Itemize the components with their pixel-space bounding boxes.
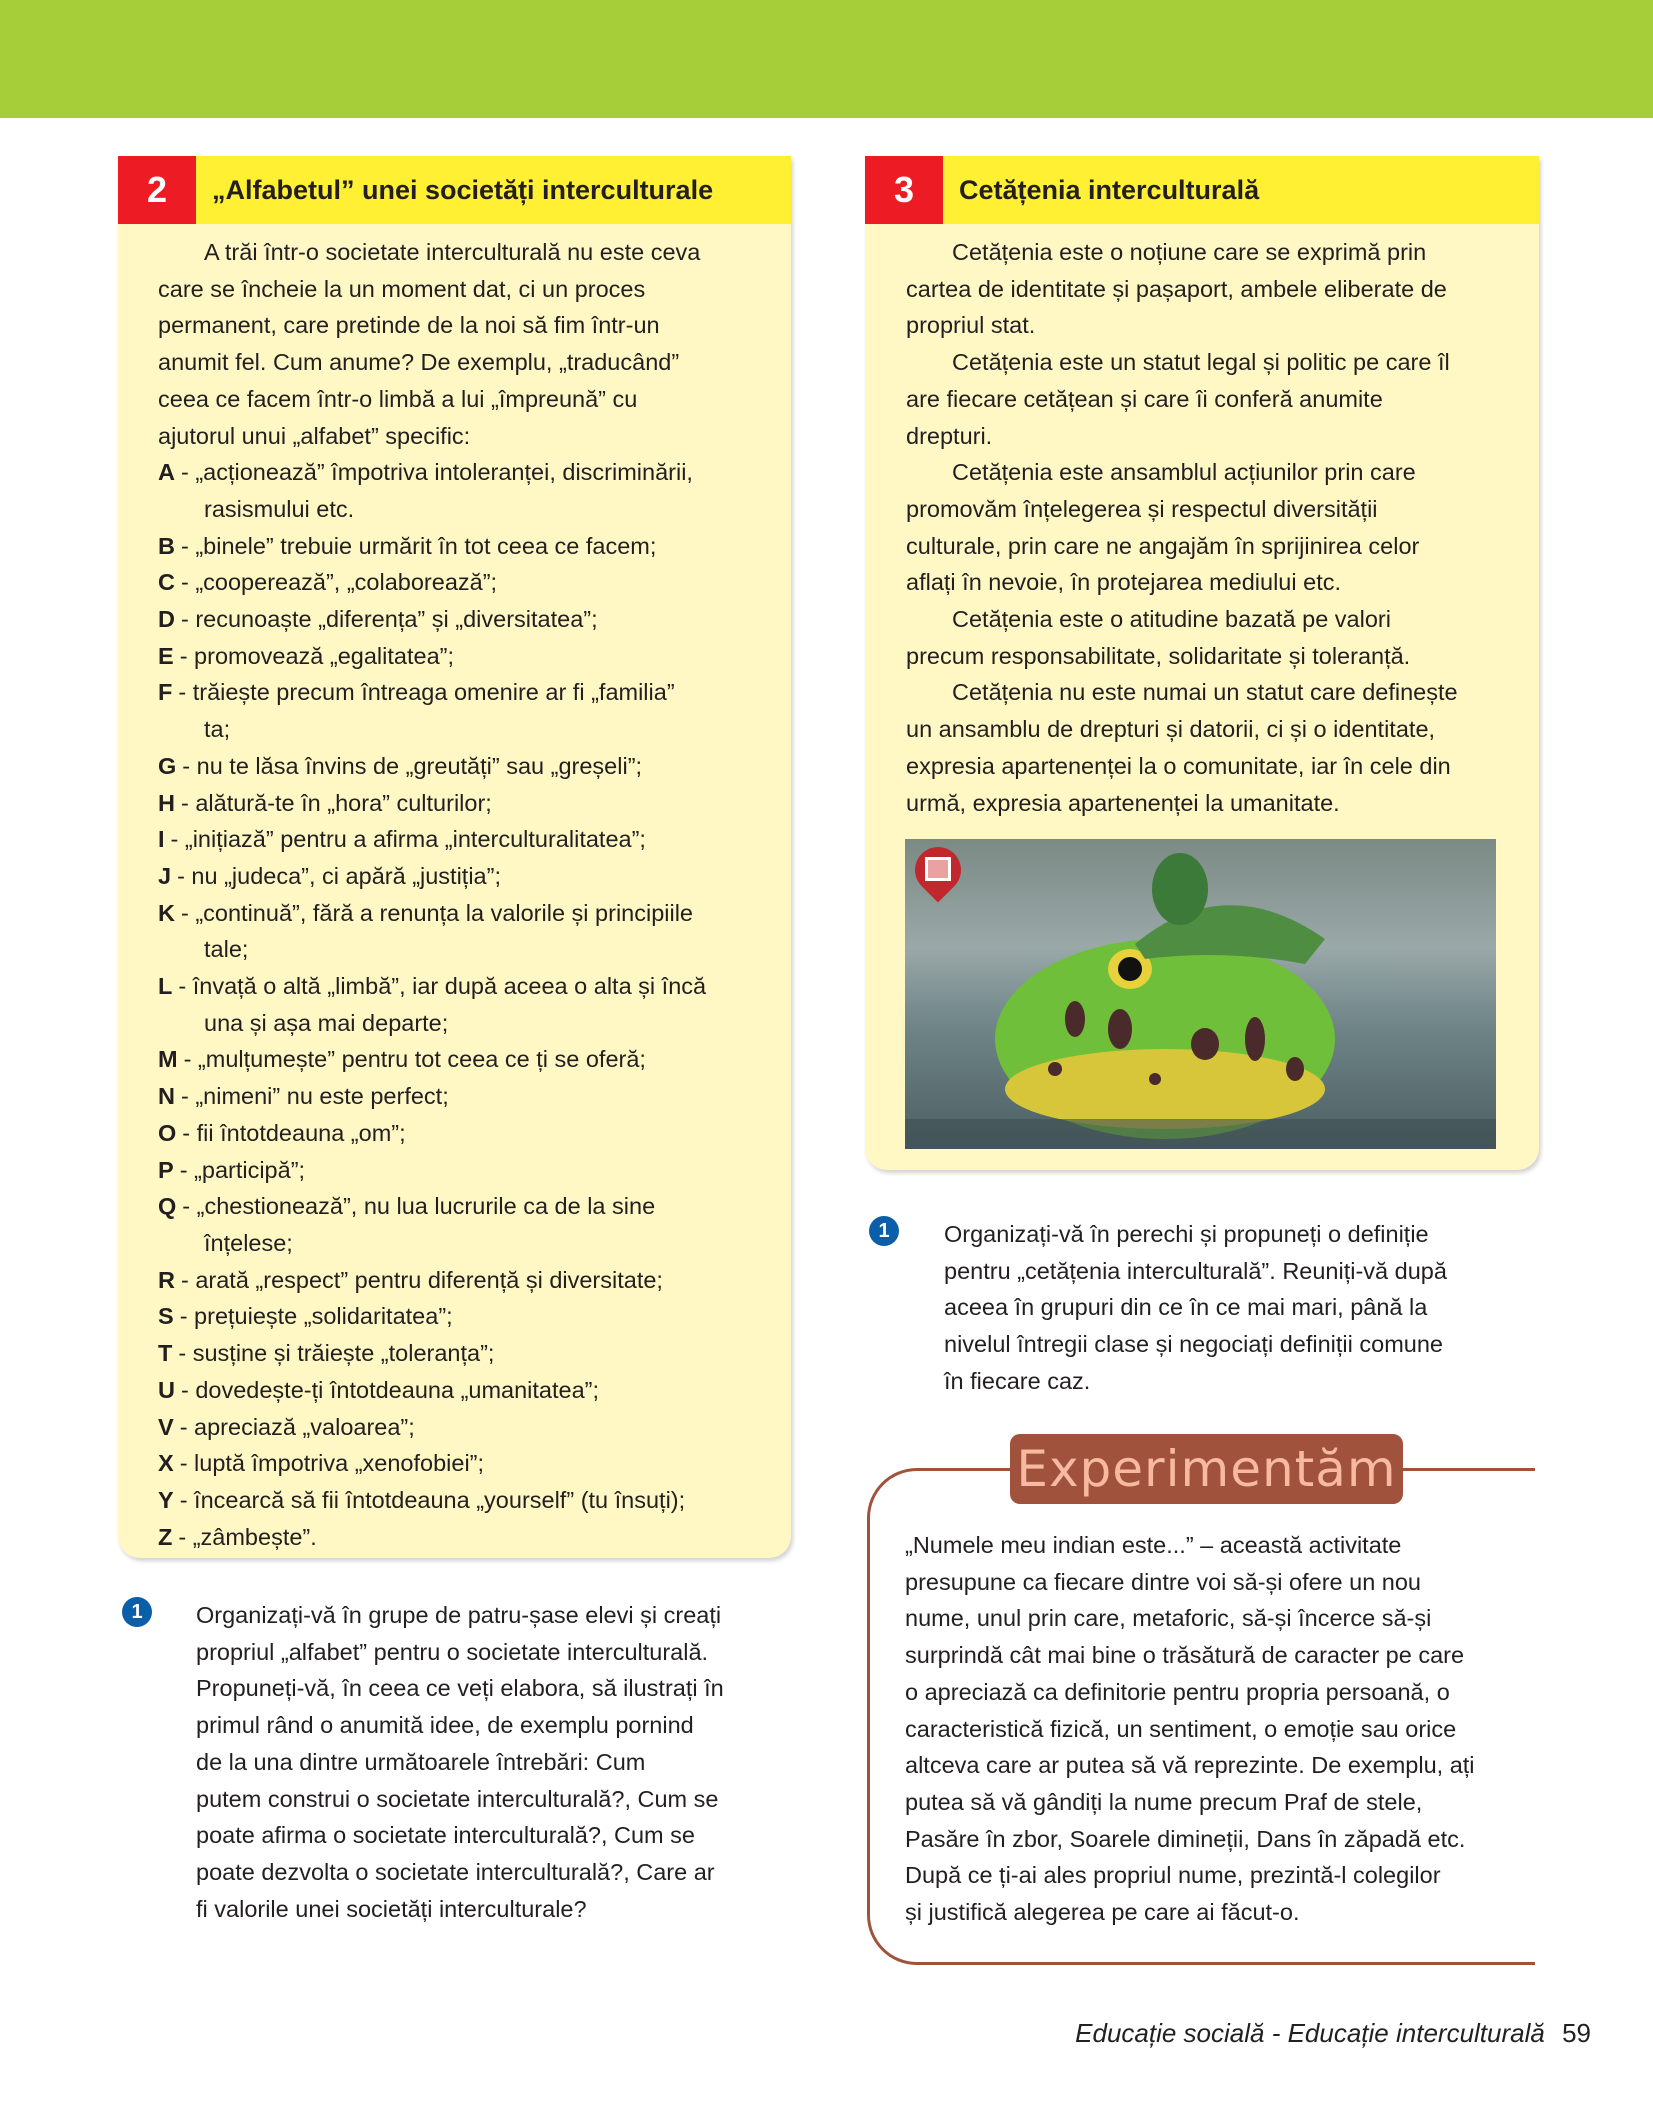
paragraph-line: ajutorul unui „alfabet” specific: [158,422,471,449]
alphabet-letter: B [158,532,175,559]
alphabet-item [158,674,706,711]
section-title: „Alfabetul” unei societăți interculturale [212,174,714,205]
alphabet-item [158,1482,706,1519]
exercise-line: de la una dintre următoarele întrebări: Cum [196,1748,646,1775]
experiment-line: caracteristică fizică, un sentiment, o emoție sau orice [905,1715,1457,1742]
paragraph-line: urmă, expresia apartenenței la umanitate. [906,789,1340,816]
paragraph-line: aflați în nevoie, în protejarea mediului etc. [906,569,1342,596]
alphabet-letter: H [158,789,175,816]
alphabet-letter: F [158,679,173,706]
alphabet-text: - „chestionează”, nu lua lucrurile ca de la sine [182,1193,656,1220]
experiment-line: După ce ți-ai ales propriul nume, prezintă-l colegilor [905,1862,1441,1889]
experiment-line: nume, unul prin care, metaforic, să-și încerce să-și [905,1605,1432,1632]
alphabet-item [158,1262,706,1299]
paragraph-line: expresia apartenenței la o comunitate, iar în cele din [906,752,1451,779]
exercise-line: aceea în grupuri din ce în ce mai mari, până la [944,1294,1428,1321]
alphabet-text: - luptă împotriva „xenofobiei”; [179,1450,485,1477]
alphabet-text: - „zâmbește”. [178,1523,317,1550]
alphabet-letter: Q [158,1193,177,1220]
exercise-line: în fiecare caz. [944,1367,1091,1394]
alphabet-text: - fii întotdeauna „om”; [182,1119,406,1146]
paragraph-line: are fiecare cetățean și care îi conferă anumite [906,385,1383,412]
experiment-line: surprindă cât mai bine o trăsătură de caracter pe care [905,1642,1465,1669]
alphabet-letter: V [158,1413,174,1440]
paragraph-line: drepturi. [906,422,993,449]
alphabet-item [158,1041,706,1078]
alphabet-letter: E [158,642,174,669]
alphabet-letter: M [158,1046,178,1073]
alphabet-item [158,895,706,932]
alphabet-item [158,1372,706,1409]
alphabet-item [158,1188,706,1225]
alphabet-item [158,1445,706,1482]
exercise-number-badge: 1 [122,1597,152,1627]
paragraph-line: A trăi într-o societate interculturală nu este ceva [204,239,701,265]
section-3-text [906,234,1458,821]
picture-icon [925,857,951,881]
alphabet-item [158,821,706,858]
alphabet-item [158,601,706,638]
exercise-line: Organizați-vă în grupe de patru-șase elevi și creați [196,1602,722,1628]
alphabet-letter: K [158,899,175,926]
experiment-line: putea să vă gândiți la nume precum Praf de stele, [905,1788,1423,1815]
exercise-line: poate dezvolta o societate interculturală?, Care ar [196,1858,715,1885]
alphabet-letter: T [158,1340,173,1367]
exercise-line: propriul „alfabet” pentru o societate interculturală. [196,1638,709,1665]
alphabet-text: - învață o altă „limbă”, iar după aceea o alta și încă [178,973,707,1000]
paragraph-line: Cetățenia este o atitudine bazată pe valori [952,606,1391,633]
alphabet-text: - „binele” trebuie urmărit în tot ceea ce facem; [180,532,657,559]
alphabet-text: - prețuiește „solidaritatea”; [179,1303,453,1330]
alphabet-item [158,638,706,675]
paragraph-line: Cetățenia este ansamblul acțiunilor prin care [952,459,1416,486]
experiment-line: presupune ca fiecare dintre voi să-și ofere un nou [905,1568,1422,1595]
alphabet-letter: I [158,826,165,853]
alphabet-text: - promovează „egalitatea”; [179,642,454,669]
alphabet-item [158,968,706,1005]
exercise-left-text [196,1597,724,1927]
alphabet-letter: U [158,1376,175,1403]
alphabet-item [158,1078,706,1115]
alphabet-text-continuation: ta; [204,716,231,743]
section-2-box [118,156,791,1558]
experiment-line: Pasăre în zbor, Soarele dimineții, Dans în zăpadă etc. [905,1825,1466,1852]
alphabet-text: - susține și trăiește „toleranța”; [178,1340,495,1367]
alphabet-item [158,454,706,491]
experiment-line: și justifică alegerea pe care ai făcut-o. [905,1899,1300,1926]
exercise-line: pentru „cetățenia interculturală”. Reuniți-vă după [944,1257,1447,1284]
section-2-text [158,234,706,1555]
alphabet-text: - alătură-te în „hora” culturilor; [180,789,492,816]
exercise-line: Organizați-vă în perechi și propuneți o definiție [944,1221,1429,1247]
alphabet-letter: O [158,1119,177,1146]
paragraph-line: propriul stat. [906,312,1036,339]
footer-subject: Educație socială - Educație interculturală [1075,2018,1545,2048]
exercise-line: putem construi o societate interculturală?, Cum se [196,1785,719,1812]
alphabet-text-continuation: una și așa mai departe; [204,1009,449,1036]
alphabet-item [158,748,706,785]
exercise-line: primul rând o anumită idee, de exemplu pornind [196,1712,694,1739]
alphabet-letter: N [158,1083,175,1110]
experiment-text [905,1527,1475,1931]
alphabet-letter: G [158,752,177,779]
alphabet-letter: D [158,606,175,633]
page-footer [1075,2018,1591,2049]
exercise-right-text [944,1216,1447,1400]
alphabet-letter: Y [158,1486,174,1513]
alphabet-text: - nu te lăsa învins de „greutăți” sau „greșeli”; [182,752,643,779]
alphabet-item [158,528,706,565]
alphabet-text: - „participă”; [179,1156,306,1183]
alphabet-item [158,1519,706,1556]
alphabet-letter: J [158,862,172,889]
alphabet-letter: S [158,1303,174,1330]
experiment-line: „Numele meu indian este...” – această activitate [905,1532,1402,1558]
alphabet-text: - „mulțumește” pentru tot ceea ce ți se oferă; [183,1046,646,1073]
section-title: Cetățenia interculturală [959,174,1260,205]
alphabet-letter: R [158,1266,175,1293]
paragraph-line: ceea ce facem într-o limbă a lui „împreună” cu [158,385,638,412]
alphabet-text-continuation: înțelese; [204,1229,293,1256]
exercise-line: nivelul întregii clase și negociați definiții comune [944,1331,1443,1358]
section-3-header [865,156,1539,224]
paragraph-line: cartea de identitate și pașaport, ambele eliberate de [906,275,1447,302]
alphabet-text: - „continuă”, fără a renunța la valorile și principiile [180,899,694,926]
paragraph-line: un ansamblu de drepturi și datorii, ci și o identitate, [906,716,1436,743]
paragraph-line: care se încheie la un moment dat, ci un proces [158,275,646,302]
alphabet-text: - trăiește precum întreaga omenire ar fi „familia” [178,679,675,706]
experiment-title: Experimentăm [1010,1434,1403,1504]
alphabet-letter: A [158,459,175,486]
paragraph-line: Cetățenia nu este numai un statut care definește [952,679,1458,706]
alphabet-item [158,1335,706,1372]
alphabet-letter: P [158,1156,174,1183]
alphabet-text: - „cooperează”, „colaborează”; [180,569,498,596]
paragraph-line: Cetățenia este o noțiune care se exprimă prin [952,239,1427,265]
alphabet-text: - „inițiază” pentru a afirma „interculturalitatea”; [170,826,646,853]
paragraph-line: precum responsabilitate, solidaritate și toleranță. [906,642,1411,669]
alphabet-letter: L [158,973,173,1000]
alphabet-letter: X [158,1450,174,1477]
page-number: 59 [1562,2018,1591,2048]
experiment-line: altceva care ar putea să vă reprezinte. De exemplu, ați [905,1752,1475,1779]
frog-turtle-photo [905,839,1496,1149]
alphabet-text: - dovedește-ți întotdeauna „umanitatea”; [180,1376,600,1403]
alphabet-item [158,1115,706,1152]
top-color-band [0,0,1653,118]
alphabet-item [158,564,706,601]
paragraph-line: Cetățenia este un statut legal și politic pe care îl [952,349,1450,376]
alphabet-text-continuation: tale; [204,936,249,963]
exercise-line: Propuneți-vă, în ceea ce veți elabora, să ilustrați în [196,1675,724,1702]
experiment-line: o apreciază ca definitorie pentru propria persoană, o [905,1678,1450,1705]
alphabet-text: - nu „judeca”, ci apără „justiția”; [177,862,501,889]
alphabet-letter: Z [158,1523,173,1550]
exercise-line: poate afirma o societate interculturală?, Cum se [196,1822,695,1849]
alphabet-letter: C [158,569,175,596]
alphabet-item [158,1409,706,1446]
alphabet-text: - „acționează” împotriva intoleranței, discriminării, [180,459,693,486]
alphabet-text: - arată „respect” pentru diferență și diversitate; [180,1266,663,1293]
paragraph-line: culturale, prin care ne angajăm în sprijinirea celor [906,532,1420,559]
exercise-line: fi valorile unei societăți interculturale? [196,1895,587,1922]
alphabet-text: - încearcă să fii întotdeauna „yourself” (tu însuți); [179,1486,686,1513]
alphabet-text: - apreciază „valoarea”; [179,1413,415,1440]
alphabet-text: - „nimeni” nu este perfect; [180,1083,449,1110]
section-number: 3 [865,156,943,224]
alphabet-item [158,1298,706,1335]
exercise-number-badge: 1 [869,1216,899,1246]
alphabet-item [158,858,706,895]
paragraph-line: anumit fel. Cum anume? De exemplu, „traducând” [158,349,680,376]
section-number: 2 [118,156,196,224]
alphabet-item [158,1152,706,1189]
alphabet-text: - recunoaște „diferența” și „diversitatea”; [180,606,598,633]
paragraph-line: permanent, care pretinde de la noi să fim într-un [158,312,660,339]
section-2-header [118,156,791,224]
alphabet-text-continuation: rasismului etc. [204,495,355,522]
alphabet-item [158,785,706,822]
paragraph-line: promovăm înțelegerea și respectul diversității [906,495,1378,522]
